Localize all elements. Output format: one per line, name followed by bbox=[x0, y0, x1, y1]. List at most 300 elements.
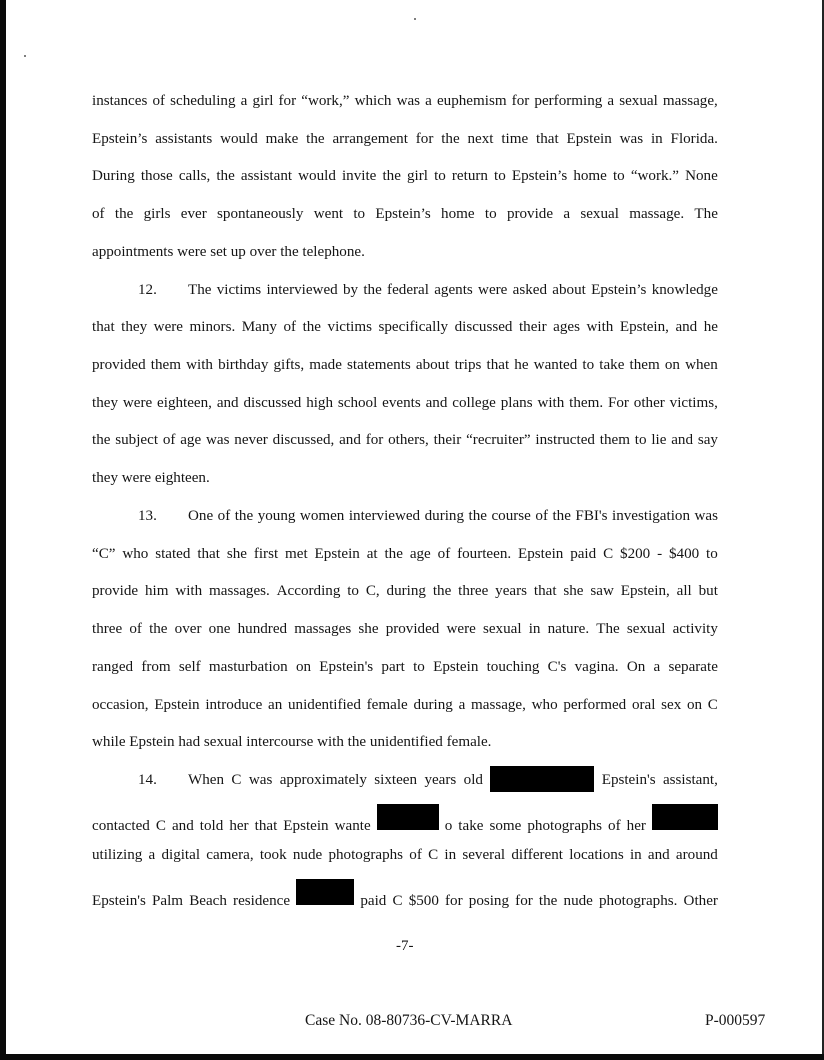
word: made bbox=[309, 357, 342, 374]
word: other bbox=[633, 394, 665, 411]
redaction-block bbox=[490, 766, 594, 792]
word: an bbox=[268, 696, 283, 713]
word: was bbox=[619, 130, 644, 147]
word: discussed bbox=[243, 394, 302, 411]
word: to bbox=[413, 658, 425, 675]
word: the bbox=[382, 168, 401, 185]
word: posing bbox=[468, 893, 510, 910]
word: “C” bbox=[92, 545, 116, 562]
word: age bbox=[180, 432, 202, 449]
word: events bbox=[382, 394, 421, 411]
word: sexual bbox=[580, 206, 619, 223]
line-text: appointments were set up over the telephone. bbox=[92, 243, 365, 260]
word: took bbox=[259, 847, 287, 864]
word: invite bbox=[341, 168, 377, 185]
word: sex bbox=[661, 696, 682, 713]
word: of bbox=[437, 545, 451, 562]
word: in bbox=[444, 847, 457, 864]
word: victims, bbox=[669, 394, 718, 411]
word: of bbox=[129, 621, 142, 638]
redaction-block bbox=[377, 804, 439, 830]
word: of bbox=[409, 847, 422, 864]
word: on bbox=[664, 357, 680, 374]
word: on bbox=[295, 658, 312, 675]
word: Epstein bbox=[154, 696, 200, 713]
word: unidentified bbox=[288, 696, 361, 713]
word: When bbox=[188, 771, 225, 788]
word: and bbox=[216, 394, 239, 411]
word: and bbox=[171, 817, 194, 834]
word: they bbox=[121, 319, 148, 336]
word: girl bbox=[252, 93, 274, 109]
word: a bbox=[458, 696, 466, 713]
word: of bbox=[152, 93, 166, 109]
word: the bbox=[363, 281, 382, 298]
word: home bbox=[573, 168, 607, 185]
word: ranged bbox=[92, 658, 134, 675]
word: three bbox=[92, 621, 123, 638]
word: girl bbox=[407, 168, 428, 185]
word: years bbox=[424, 771, 457, 788]
word: the bbox=[468, 507, 487, 524]
word: to bbox=[484, 206, 497, 223]
text-line bbox=[92, 351, 718, 389]
word: Epstein’s bbox=[92, 130, 148, 147]
word: of bbox=[217, 507, 231, 524]
word: C bbox=[603, 545, 614, 562]
document-body bbox=[92, 87, 718, 917]
word: about bbox=[552, 281, 586, 298]
word: and bbox=[675, 319, 698, 336]
word: sexual bbox=[626, 621, 666, 638]
word: The bbox=[596, 621, 620, 638]
word: with bbox=[186, 357, 213, 374]
word: Florida. bbox=[670, 130, 718, 147]
word: a bbox=[425, 93, 432, 109]
word: was bbox=[248, 771, 273, 788]
word: some bbox=[489, 817, 522, 834]
word: the bbox=[306, 130, 325, 147]
word: school bbox=[337, 394, 378, 411]
word: lie bbox=[651, 432, 667, 449]
text-line bbox=[92, 238, 718, 276]
word: first bbox=[253, 545, 279, 562]
text-line bbox=[92, 200, 718, 238]
word: massages bbox=[294, 621, 352, 638]
word: Epstein bbox=[314, 545, 360, 562]
word: with bbox=[586, 319, 614, 336]
word: a bbox=[607, 93, 615, 109]
text-line bbox=[92, 841, 718, 879]
word: the bbox=[149, 621, 168, 638]
word: and bbox=[339, 432, 361, 449]
word: her bbox=[626, 817, 646, 834]
word: specifically bbox=[378, 319, 449, 336]
word: old bbox=[463, 771, 483, 788]
word: home bbox=[441, 206, 475, 223]
word: age bbox=[409, 545, 431, 562]
word: make bbox=[265, 130, 299, 147]
text-line bbox=[92, 577, 718, 615]
paragraph-number: 13. bbox=[138, 507, 157, 524]
word: “recruiter” bbox=[466, 432, 531, 449]
word: in bbox=[629, 847, 642, 864]
word: interviewed bbox=[348, 507, 421, 524]
word: FBI's bbox=[575, 507, 608, 524]
word: scheduling bbox=[170, 93, 236, 109]
word: on bbox=[686, 696, 703, 713]
word: return bbox=[451, 168, 488, 185]
word: others, bbox=[388, 432, 429, 449]
word: arrangement bbox=[332, 130, 408, 147]
word: in bbox=[528, 621, 541, 638]
word: a bbox=[148, 847, 156, 864]
word: of bbox=[162, 432, 176, 449]
word: statements bbox=[347, 357, 411, 374]
word: introduce bbox=[205, 696, 263, 713]
word: met bbox=[285, 545, 308, 562]
word: to bbox=[582, 357, 595, 374]
word: residence bbox=[233, 893, 291, 910]
word: which bbox=[354, 93, 392, 109]
word: was bbox=[396, 93, 421, 109]
word: provided bbox=[92, 357, 146, 374]
word: activity bbox=[672, 621, 718, 638]
word: Epstein bbox=[433, 658, 479, 675]
word: would bbox=[220, 130, 258, 147]
word: with bbox=[175, 583, 203, 600]
word: the bbox=[234, 507, 254, 524]
word: On bbox=[626, 658, 646, 675]
word: Epstein's bbox=[601, 771, 656, 788]
word: them bbox=[629, 357, 660, 374]
word: Epstein bbox=[518, 545, 564, 562]
word: $400 bbox=[668, 545, 700, 562]
word: federal bbox=[387, 281, 429, 298]
word: take bbox=[599, 357, 625, 374]
word: of bbox=[608, 817, 621, 834]
word: years bbox=[495, 583, 528, 600]
word: for bbox=[445, 893, 463, 910]
word: occasion, bbox=[92, 696, 149, 713]
word: o bbox=[444, 817, 453, 834]
word: calls, bbox=[178, 168, 211, 185]
word: fourteen. bbox=[457, 545, 512, 562]
word: to bbox=[347, 583, 359, 600]
word: The bbox=[188, 281, 212, 298]
word: separate bbox=[668, 658, 718, 675]
word: the bbox=[384, 545, 403, 562]
word: them bbox=[599, 432, 630, 449]
text-line bbox=[92, 162, 718, 200]
word: their bbox=[518, 319, 547, 336]
word: her bbox=[229, 817, 249, 834]
word: at bbox=[366, 545, 378, 562]
word: Many bbox=[241, 319, 277, 336]
word: hundred bbox=[237, 621, 288, 638]
word: gifts, bbox=[273, 357, 305, 374]
word: oral bbox=[631, 696, 656, 713]
word: told bbox=[199, 817, 224, 834]
word: Beach bbox=[189, 893, 227, 910]
word: a bbox=[563, 206, 571, 223]
word: instructed bbox=[535, 432, 595, 449]
word: several bbox=[462, 847, 506, 864]
word: over bbox=[174, 621, 202, 638]
case-number: Case No. 08-80736-CV-MARRA bbox=[305, 1012, 513, 1029]
word: saw bbox=[590, 583, 614, 600]
word: by bbox=[342, 281, 359, 298]
word: trips bbox=[454, 357, 482, 374]
word: investigation bbox=[612, 507, 690, 524]
word: C, bbox=[365, 583, 380, 600]
word: provide bbox=[506, 206, 554, 223]
paragraph-number: 12. bbox=[138, 281, 157, 298]
word: them. bbox=[569, 394, 604, 411]
word: ages bbox=[553, 319, 580, 336]
word: vagina. bbox=[574, 658, 619, 675]
word: subject bbox=[115, 432, 159, 449]
word: “work.” bbox=[630, 168, 680, 185]
text-line bbox=[92, 87, 718, 125]
word: college bbox=[452, 394, 496, 411]
text-line bbox=[92, 464, 718, 502]
text-line bbox=[92, 125, 718, 163]
word: their bbox=[433, 432, 462, 449]
word: the bbox=[92, 432, 111, 449]
word: but bbox=[698, 583, 718, 600]
word: provide bbox=[92, 583, 139, 600]
word: that bbox=[533, 583, 557, 600]
word: to bbox=[434, 168, 446, 185]
word: and bbox=[647, 847, 670, 864]
word: to bbox=[353, 206, 366, 223]
word: take bbox=[458, 817, 484, 834]
word: when bbox=[685, 357, 718, 374]
line-text: they were eighteen. bbox=[92, 470, 210, 487]
word: Palm bbox=[152, 893, 184, 910]
word: discussed bbox=[454, 319, 513, 336]
word: victims bbox=[216, 281, 262, 298]
word: she bbox=[563, 583, 584, 600]
word: During bbox=[92, 168, 135, 185]
word: interviewed bbox=[266, 281, 338, 298]
word: asked bbox=[512, 281, 548, 298]
word: for bbox=[515, 893, 533, 910]
scan-speck bbox=[414, 18, 416, 20]
word: the bbox=[441, 130, 460, 147]
word: discussed, bbox=[272, 432, 335, 449]
word: spontaneously bbox=[217, 206, 304, 223]
word: eighteen, bbox=[157, 394, 212, 411]
word: stated bbox=[155, 545, 191, 562]
word: The bbox=[694, 206, 718, 223]
text-line bbox=[92, 313, 718, 351]
text-line bbox=[92, 691, 718, 729]
word: wanted bbox=[533, 357, 578, 374]
word: None bbox=[685, 168, 718, 185]
word: Epstein's bbox=[92, 893, 146, 910]
text-line bbox=[92, 879, 718, 917]
word: massage, bbox=[662, 93, 718, 109]
word: a bbox=[240, 93, 248, 109]
paragraph-13-first-line bbox=[92, 502, 718, 540]
word: young bbox=[257, 507, 296, 524]
word: from bbox=[141, 658, 171, 675]
word: to bbox=[494, 168, 506, 185]
word: the bbox=[302, 319, 322, 336]
redaction-block bbox=[652, 804, 718, 830]
word: Epstein, bbox=[620, 583, 670, 600]
word: sixteen bbox=[374, 771, 418, 788]
word: performing bbox=[534, 93, 603, 109]
word: were bbox=[153, 319, 183, 336]
word: victims bbox=[327, 319, 372, 336]
text-line bbox=[92, 426, 718, 464]
word: massages. bbox=[209, 583, 270, 600]
word: of bbox=[283, 319, 297, 336]
paragraph-12-first-line bbox=[92, 276, 718, 314]
word: during bbox=[424, 507, 465, 524]
word: they bbox=[92, 394, 118, 411]
word: during bbox=[413, 696, 453, 713]
line-text: while Epstein had sexual intercourse with the unidentified female. bbox=[92, 734, 492, 751]
word: Epstein’s bbox=[591, 281, 647, 298]
word: assistant bbox=[240, 168, 293, 185]
word: C bbox=[392, 893, 403, 910]
word: photographs bbox=[328, 847, 404, 864]
word: that bbox=[536, 130, 559, 147]
word: to bbox=[612, 168, 625, 185]
word: that bbox=[197, 545, 220, 562]
word: with bbox=[537, 394, 565, 411]
word: sexual bbox=[619, 93, 658, 109]
word: paid bbox=[570, 545, 597, 562]
paragraph-number: 14. bbox=[138, 771, 157, 788]
word: - bbox=[657, 545, 663, 562]
word: who bbox=[531, 696, 558, 713]
redaction-block bbox=[296, 879, 354, 905]
word: digital bbox=[161, 847, 201, 864]
word: the bbox=[216, 168, 235, 185]
word: plans bbox=[500, 394, 533, 411]
word: Epstein, bbox=[619, 319, 669, 336]
word: the bbox=[114, 206, 134, 223]
word: contacted bbox=[92, 817, 150, 834]
word: the bbox=[432, 583, 452, 600]
word: nature. bbox=[547, 621, 590, 638]
word: she bbox=[226, 545, 247, 562]
word: went bbox=[313, 206, 344, 223]
scan-border-bottom bbox=[0, 1054, 824, 1060]
word: birthday bbox=[218, 357, 269, 374]
word: he bbox=[514, 357, 529, 374]
word: agents bbox=[434, 281, 473, 298]
word: Other bbox=[683, 893, 718, 910]
scan-speck bbox=[24, 55, 26, 57]
word: massage. bbox=[629, 206, 685, 223]
word: self bbox=[178, 658, 201, 675]
word: C bbox=[428, 847, 439, 864]
word: three bbox=[458, 583, 489, 600]
word: was bbox=[694, 507, 718, 524]
word: about bbox=[415, 357, 450, 374]
word: C bbox=[707, 696, 718, 713]
word: utilizing bbox=[92, 847, 143, 864]
word: time bbox=[501, 130, 529, 147]
word: were bbox=[122, 394, 153, 411]
word: were bbox=[446, 621, 476, 638]
word: photographs bbox=[527, 817, 602, 834]
word: around bbox=[675, 847, 718, 864]
word: euphemism bbox=[436, 93, 507, 109]
word: for bbox=[415, 130, 434, 147]
word: provided bbox=[385, 621, 440, 638]
word: the bbox=[538, 893, 558, 910]
word: he bbox=[703, 319, 718, 336]
word: camera, bbox=[206, 847, 254, 864]
word: nude bbox=[292, 847, 323, 864]
word: C bbox=[155, 817, 166, 834]
word: part bbox=[381, 658, 405, 675]
word: for bbox=[365, 432, 384, 449]
word: Epstein’s bbox=[511, 168, 568, 185]
word: of bbox=[535, 507, 548, 524]
word: she bbox=[358, 621, 379, 638]
word: $500 bbox=[408, 893, 439, 910]
word: Epstein bbox=[283, 817, 329, 834]
paragraph-14-first-line bbox=[92, 766, 718, 804]
word: for bbox=[278, 93, 297, 109]
word: the bbox=[552, 507, 571, 524]
word: one bbox=[208, 621, 231, 638]
word: were bbox=[478, 281, 508, 298]
word: touching bbox=[486, 658, 540, 675]
word: For bbox=[607, 394, 629, 411]
word: all bbox=[676, 583, 692, 600]
word: locations bbox=[569, 847, 624, 864]
word: assistants bbox=[155, 130, 213, 147]
word: never bbox=[234, 432, 268, 449]
word: assistant, bbox=[662, 771, 718, 788]
word: C's bbox=[547, 658, 567, 675]
word: high bbox=[306, 394, 334, 411]
word: masturbation bbox=[208, 658, 288, 675]
word: Epstein's bbox=[319, 658, 374, 675]
text-line bbox=[92, 728, 718, 766]
text-line bbox=[92, 389, 718, 427]
scan-border-left bbox=[0, 0, 6, 1060]
word: course bbox=[491, 507, 531, 524]
word: them bbox=[150, 357, 181, 374]
word: nude bbox=[563, 893, 593, 910]
text-line bbox=[92, 653, 718, 691]
word: that bbox=[486, 357, 510, 374]
word: C bbox=[231, 771, 242, 788]
word: in bbox=[650, 130, 663, 147]
word: “work,” bbox=[301, 93, 350, 109]
word: next bbox=[467, 130, 494, 147]
word: sexual bbox=[482, 621, 522, 638]
word: paid bbox=[360, 893, 387, 910]
word: him bbox=[144, 583, 169, 600]
word: those bbox=[140, 168, 173, 185]
word: photographs. bbox=[599, 893, 678, 910]
word: and bbox=[671, 432, 694, 449]
word: who bbox=[122, 545, 149, 562]
word: would bbox=[298, 168, 336, 185]
word: to bbox=[706, 545, 718, 562]
